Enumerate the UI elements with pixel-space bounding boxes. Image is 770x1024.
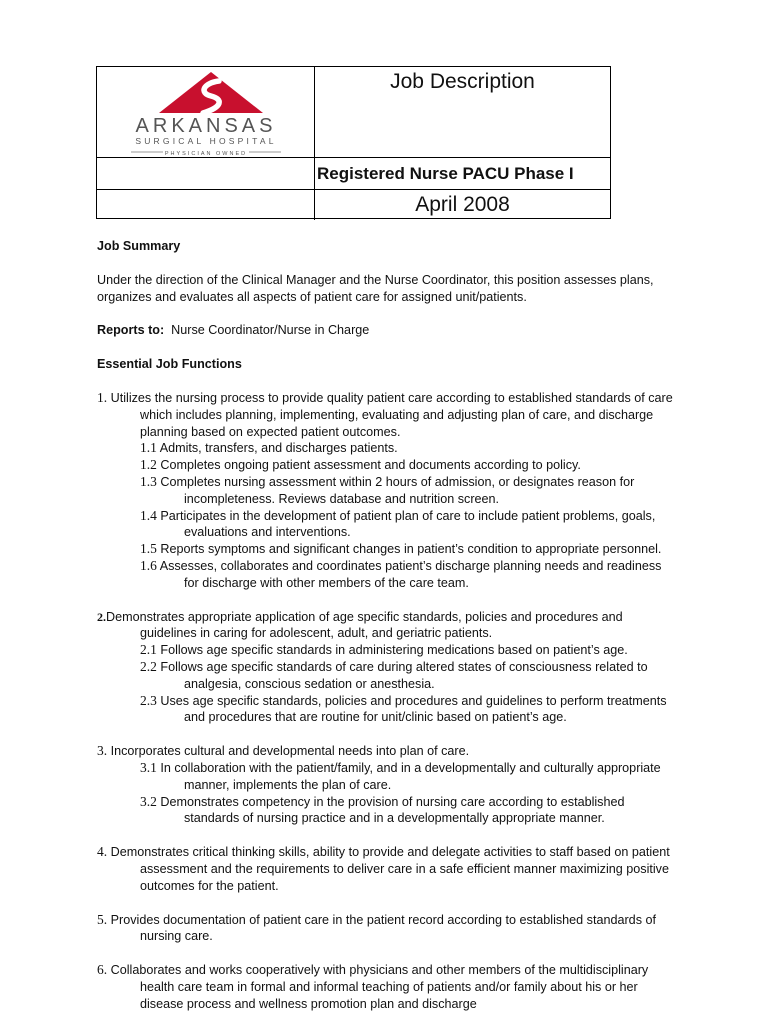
function-item: [97, 390, 677, 592]
subitem-text: Reports symptoms and significant changes in patient’s condition to appropriate personnel.: [160, 542, 662, 557]
item-text: Incorporates cultural and developmental needs into plan of care.: [110, 744, 470, 759]
subitem-text: Uses age specific standards, policies and procedures and guidelines to perform treatments and procedures that are routine for unit/clinic based on patient’s age.: [160, 693, 667, 725]
item-text: Collaborates and works cooperatively with physicians and other members of the multidisciplinary health care team in formal and informal teaching of patients and/or family about his or her disease process and wellness promotion plan and discharge: [110, 963, 649, 1011]
empty-cell: [97, 158, 315, 190]
subitem-text: Completes ongoing patient assessment and documents according to policy.: [160, 458, 581, 473]
subitem-text: Follows age specific standards of care during altered states of consciousness related to analgesia, conscious sedation or anesthesia.: [160, 659, 648, 691]
item-number: 2.: [97, 609, 106, 624]
essential-functions-heading: Essential Job Functions: [97, 357, 242, 372]
reports-to-label: Reports to:: [97, 323, 165, 338]
subitem-text: Admits, transfers, and discharges patients.: [159, 441, 398, 456]
item-number: 6.: [97, 962, 108, 978]
subitem-text: Demonstrates competency in the provision of nursing care according to established standards of nursing practice and in a developmentally appropriate manner.: [160, 794, 625, 826]
subitem-number: 1.6: [140, 557, 157, 573]
function-item: [97, 844, 677, 894]
subitem-number: 3.1: [140, 759, 157, 775]
logo-cell: [97, 67, 315, 158]
subitem-number: 1.2: [140, 457, 157, 473]
item-text: Utilizes the nursing process to provide quality patient care according to established standards of care which includes planning, implementing, evaluating and adjusting plan of care, and discharge planning based on expected patient outcomes.: [110, 390, 673, 439]
function-item: [97, 743, 677, 827]
logo-subtitle: SURGICAL HOSPITAL: [135, 136, 277, 146]
item-number: 1.: [97, 389, 108, 405]
function-item: [97, 962, 677, 1012]
subitem-number: 2.1: [140, 642, 157, 658]
item-text: Provides documentation of patient care in the patient record according to established standards of nursing care.: [110, 912, 656, 944]
document-body: [97, 238, 677, 1012]
logo-tagline: PHYSICIAN OWNED: [164, 151, 248, 157]
subitem-number: 1.4: [140, 507, 157, 523]
subitem-text: Follows age specific standards in administering medications based on patient’s age.: [160, 643, 628, 658]
job-summary-text: Under the direction of the Clinical Manager and the Nurse Coordinator, this position assesses plans, organizes and evaluates all aspects of patient care for assigned unit/patients.: [97, 272, 654, 304]
position-title: Registered Nurse PACU Phase I: [315, 158, 610, 190]
item-number: 5.: [97, 911, 108, 927]
logo-name: ARKANSAS: [135, 115, 277, 137]
item-number: 4.: [97, 844, 108, 860]
document-date: April 2008: [415, 193, 510, 216]
arkansas-surgical-hospital-logo: [111, 69, 301, 157]
document-title: Job Description: [315, 67, 610, 158]
function-item: [97, 912, 677, 946]
item-text: Demonstrates appropriate application of age specific standards, policies and procedures and guidelines in caring for adolescent, adult, and geriatric patients.: [106, 609, 623, 641]
header-table: [96, 66, 611, 219]
subitem-text: In collaboration with the patient/family, and in a developmentally and culturally appropriate manner, implements the plan of care.: [160, 760, 661, 792]
subitem-number: 1.5: [140, 541, 157, 557]
job-summary-heading: Job Summary: [97, 239, 181, 253]
function-item: [97, 609, 677, 727]
subitem-text: Assesses, collaborates and coordinates patient’s discharge planning needs and readiness for discharge with other members of the care team.: [159, 558, 662, 590]
item-number: 3.: [97, 743, 108, 759]
subitem-number: 3.2: [140, 793, 157, 809]
subitem-text: Participates in the development of patient plan of care to include patient problems, goals, evaluations and interventions.: [160, 508, 656, 540]
subitem-text: Completes nursing assessment within 2 hours of admission, or designates reason for incompleteness. Reviews database and nutrition screen.: [160, 474, 635, 506]
subitem-number: 2.2: [140, 658, 157, 674]
subitem-number: 1.1: [140, 440, 157, 456]
item-text: Demonstrates critical thinking skills, ability to provide and delegate activities to staff based on patient assessment and the requirements to deliver care in a safe efficient manner maximizing positive outcomes for the patient.: [110, 845, 670, 893]
subitem-number: 1.3: [140, 473, 157, 489]
empty-cell: [97, 190, 315, 220]
reports-to: [97, 322, 677, 339]
reports-to-value: Nurse Coordinator/Nurse in Charge: [171, 323, 370, 338]
subitem-number: 2.3: [140, 692, 157, 708]
